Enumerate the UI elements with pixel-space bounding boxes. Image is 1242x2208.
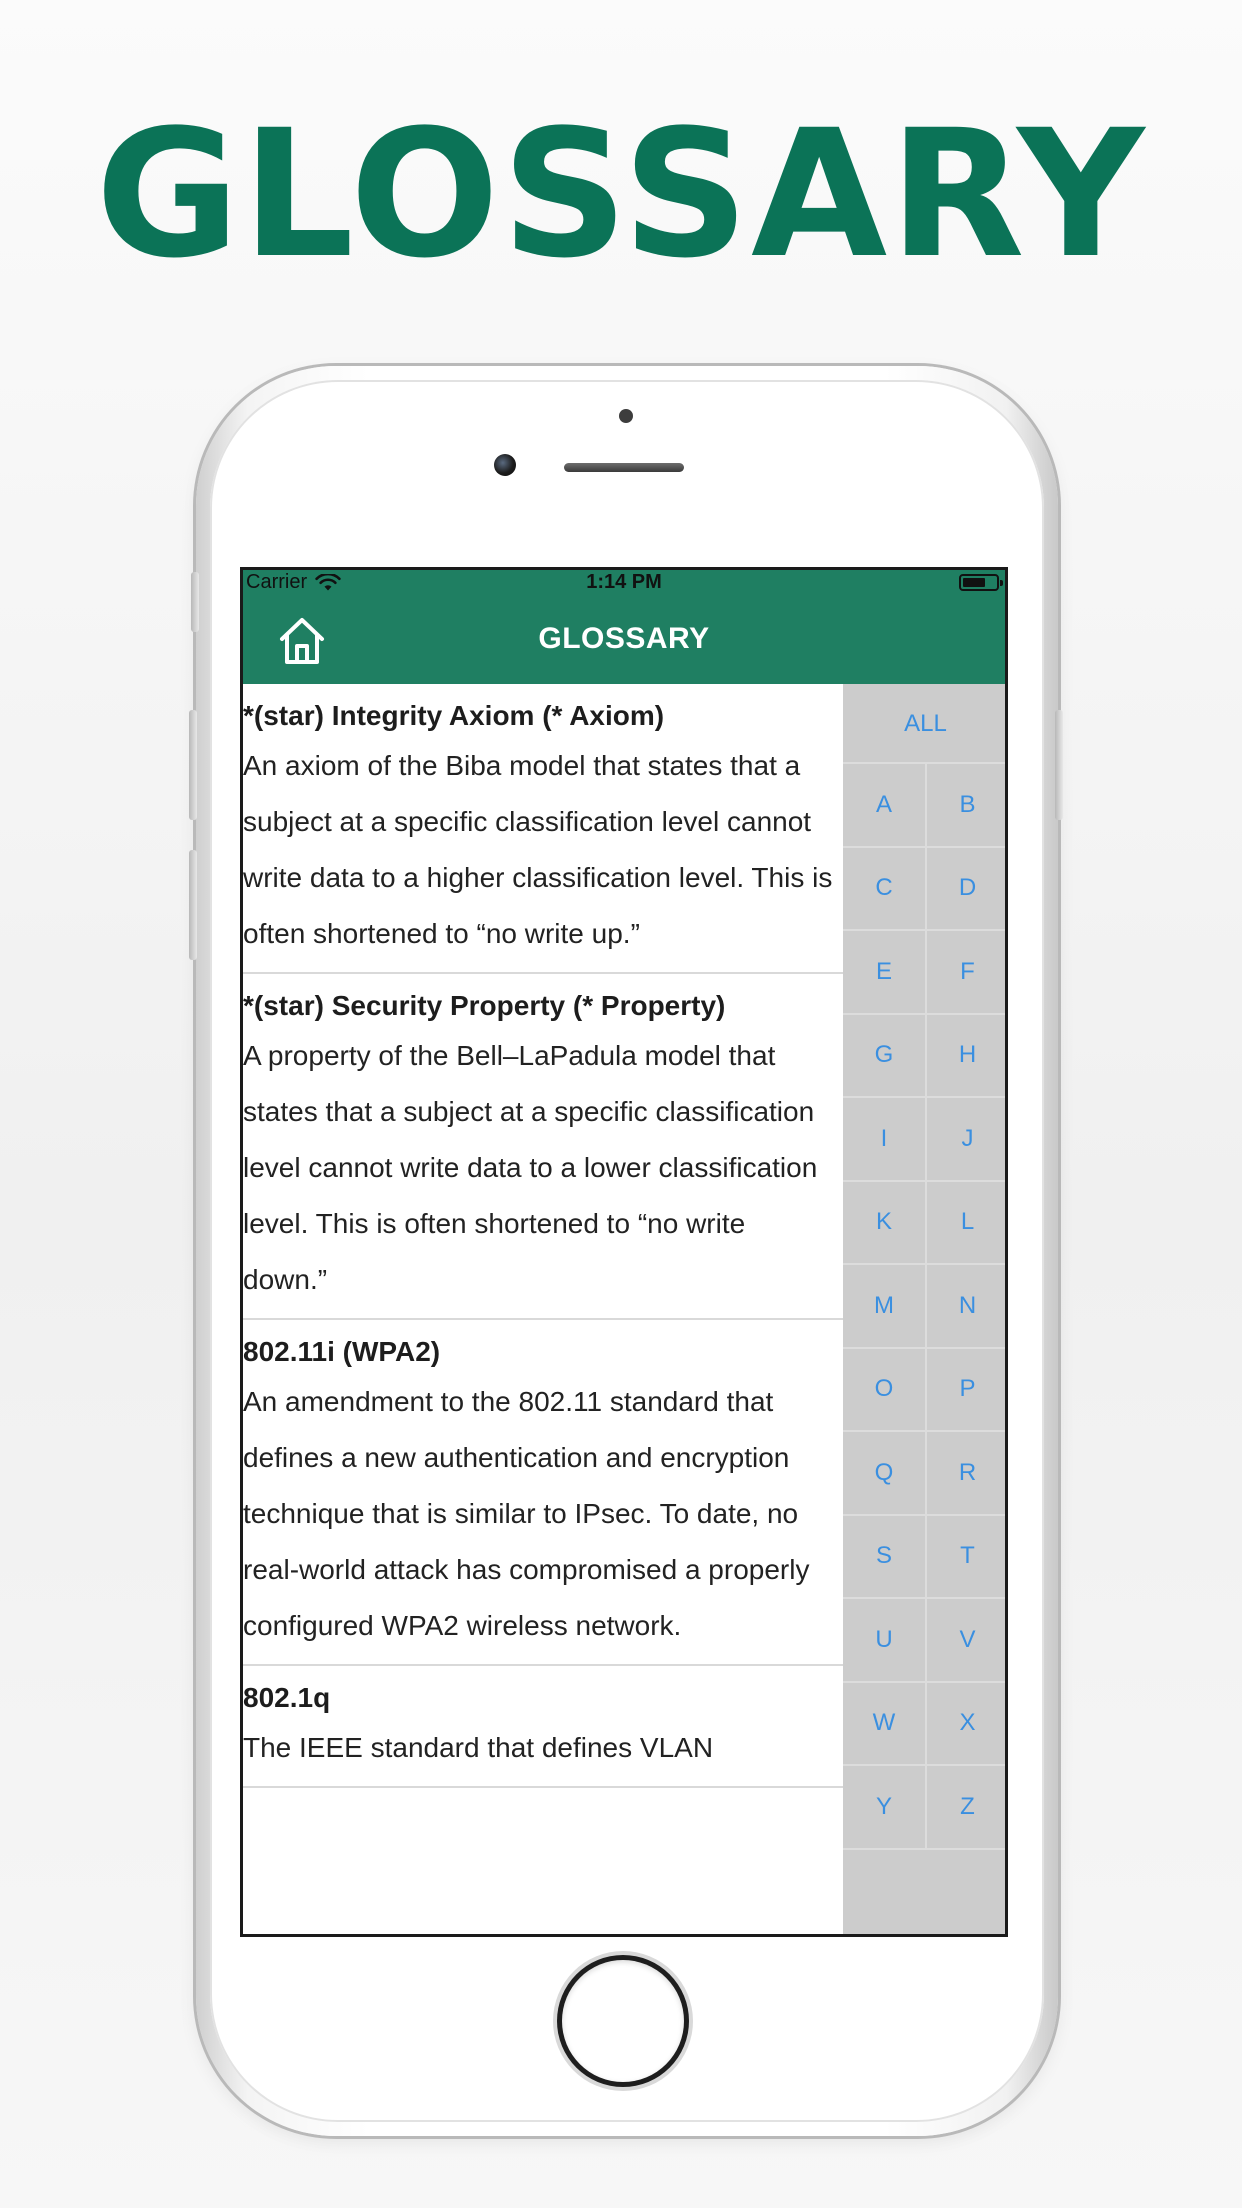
- index-letter-h[interactable]: H: [927, 1015, 1008, 1099]
- index-letter-z[interactable]: Z: [927, 1766, 1008, 1850]
- alphabet-index: [843, 684, 1008, 1937]
- index-letter-t[interactable]: T: [927, 1516, 1008, 1600]
- index-letter-l[interactable]: L: [927, 1182, 1008, 1266]
- carrier-label: Carrier: [246, 571, 308, 593]
- glossary-entry[interactable]: [243, 1320, 843, 1666]
- index-letter-grid: [843, 764, 1008, 1850]
- entry-definition: An axiom of the Biba model that states that a subject at a specific classification level cannot write data to a higher classification level. This is often shortened to “no write up.”: [243, 750, 833, 949]
- glossary-list[interactable]: [243, 684, 843, 1937]
- glossary-entry[interactable]: [243, 684, 843, 974]
- index-letter-y[interactable]: Y: [843, 1766, 927, 1850]
- glossary-entry[interactable]: [243, 974, 843, 1320]
- power-button: [1055, 710, 1063, 820]
- earpiece-speaker: [564, 463, 684, 472]
- index-letter-f[interactable]: F: [927, 931, 1008, 1015]
- index-letter-k[interactable]: K: [843, 1182, 927, 1266]
- app-bar: [243, 570, 1005, 684]
- front-camera: [494, 454, 516, 476]
- battery-icon: [959, 574, 999, 591]
- index-letter-b[interactable]: B: [927, 764, 1008, 848]
- index-letter-i[interactable]: I: [843, 1098, 927, 1182]
- index-letter-w[interactable]: W: [843, 1683, 927, 1767]
- index-letter-a[interactable]: A: [843, 764, 927, 848]
- index-letter-x[interactable]: X: [927, 1683, 1008, 1767]
- index-letter-p[interactable]: P: [927, 1349, 1008, 1433]
- volume-down-button: [189, 850, 197, 960]
- entry-definition: The IEEE standard that defines VLAN: [243, 1732, 714, 1763]
- glossary-entry[interactable]: [243, 1666, 843, 1788]
- index-letter-m[interactable]: M: [843, 1265, 927, 1349]
- volume-up-button: [189, 710, 197, 820]
- home-button[interactable]: [562, 1960, 684, 2082]
- index-letter-s[interactable]: S: [843, 1516, 927, 1600]
- index-letter-j[interactable]: J: [927, 1098, 1008, 1182]
- status-time: 1:14 PM: [586, 571, 662, 593]
- index-letter-v[interactable]: V: [927, 1599, 1008, 1683]
- index-letter-c[interactable]: C: [843, 848, 927, 932]
- entry-term: *(star) Security Property (* Property): [243, 990, 726, 1021]
- entry-term: 802.11i (WPA2): [243, 1336, 441, 1367]
- index-letter-q[interactable]: Q: [843, 1432, 927, 1516]
- index-letter-n[interactable]: N: [927, 1265, 1008, 1349]
- entry-definition: An amendment to the 802.11 standard that defines a new authentication and encryption technique that is similar to IPsec. To date, no real-world attack has compromised a properly configured WPA2 wireless network.: [243, 1386, 810, 1641]
- entry-definition: A property of the Bell–LaPadula model that states that a subject at a specific classification level cannot write data to a lower classification level. This is often shortened to “no write down.”: [243, 1040, 818, 1295]
- silent-switch: [191, 572, 199, 632]
- index-letter-e[interactable]: E: [843, 931, 927, 1015]
- entry-term: 802.1q: [243, 1682, 331, 1713]
- entry-term: *(star) Integrity Axiom (* Axiom): [243, 700, 665, 731]
- battery-level: [963, 578, 985, 587]
- index-letter-g[interactable]: G: [843, 1015, 927, 1099]
- index-letter-d[interactable]: D: [927, 848, 1008, 932]
- app-bar-title: GLOSSARY: [538, 622, 710, 655]
- status-bar: [243, 570, 1005, 598]
- index-letter-u[interactable]: U: [843, 1599, 927, 1683]
- index-letter-o[interactable]: O: [843, 1349, 927, 1433]
- index-all-button[interactable]: ALL: [843, 684, 1008, 764]
- proximity-sensor: [619, 409, 633, 423]
- app-screen: [240, 567, 1008, 1937]
- promo-headline: GLOSSARY: [95, 92, 1147, 297]
- index-letter-r[interactable]: R: [927, 1432, 1008, 1516]
